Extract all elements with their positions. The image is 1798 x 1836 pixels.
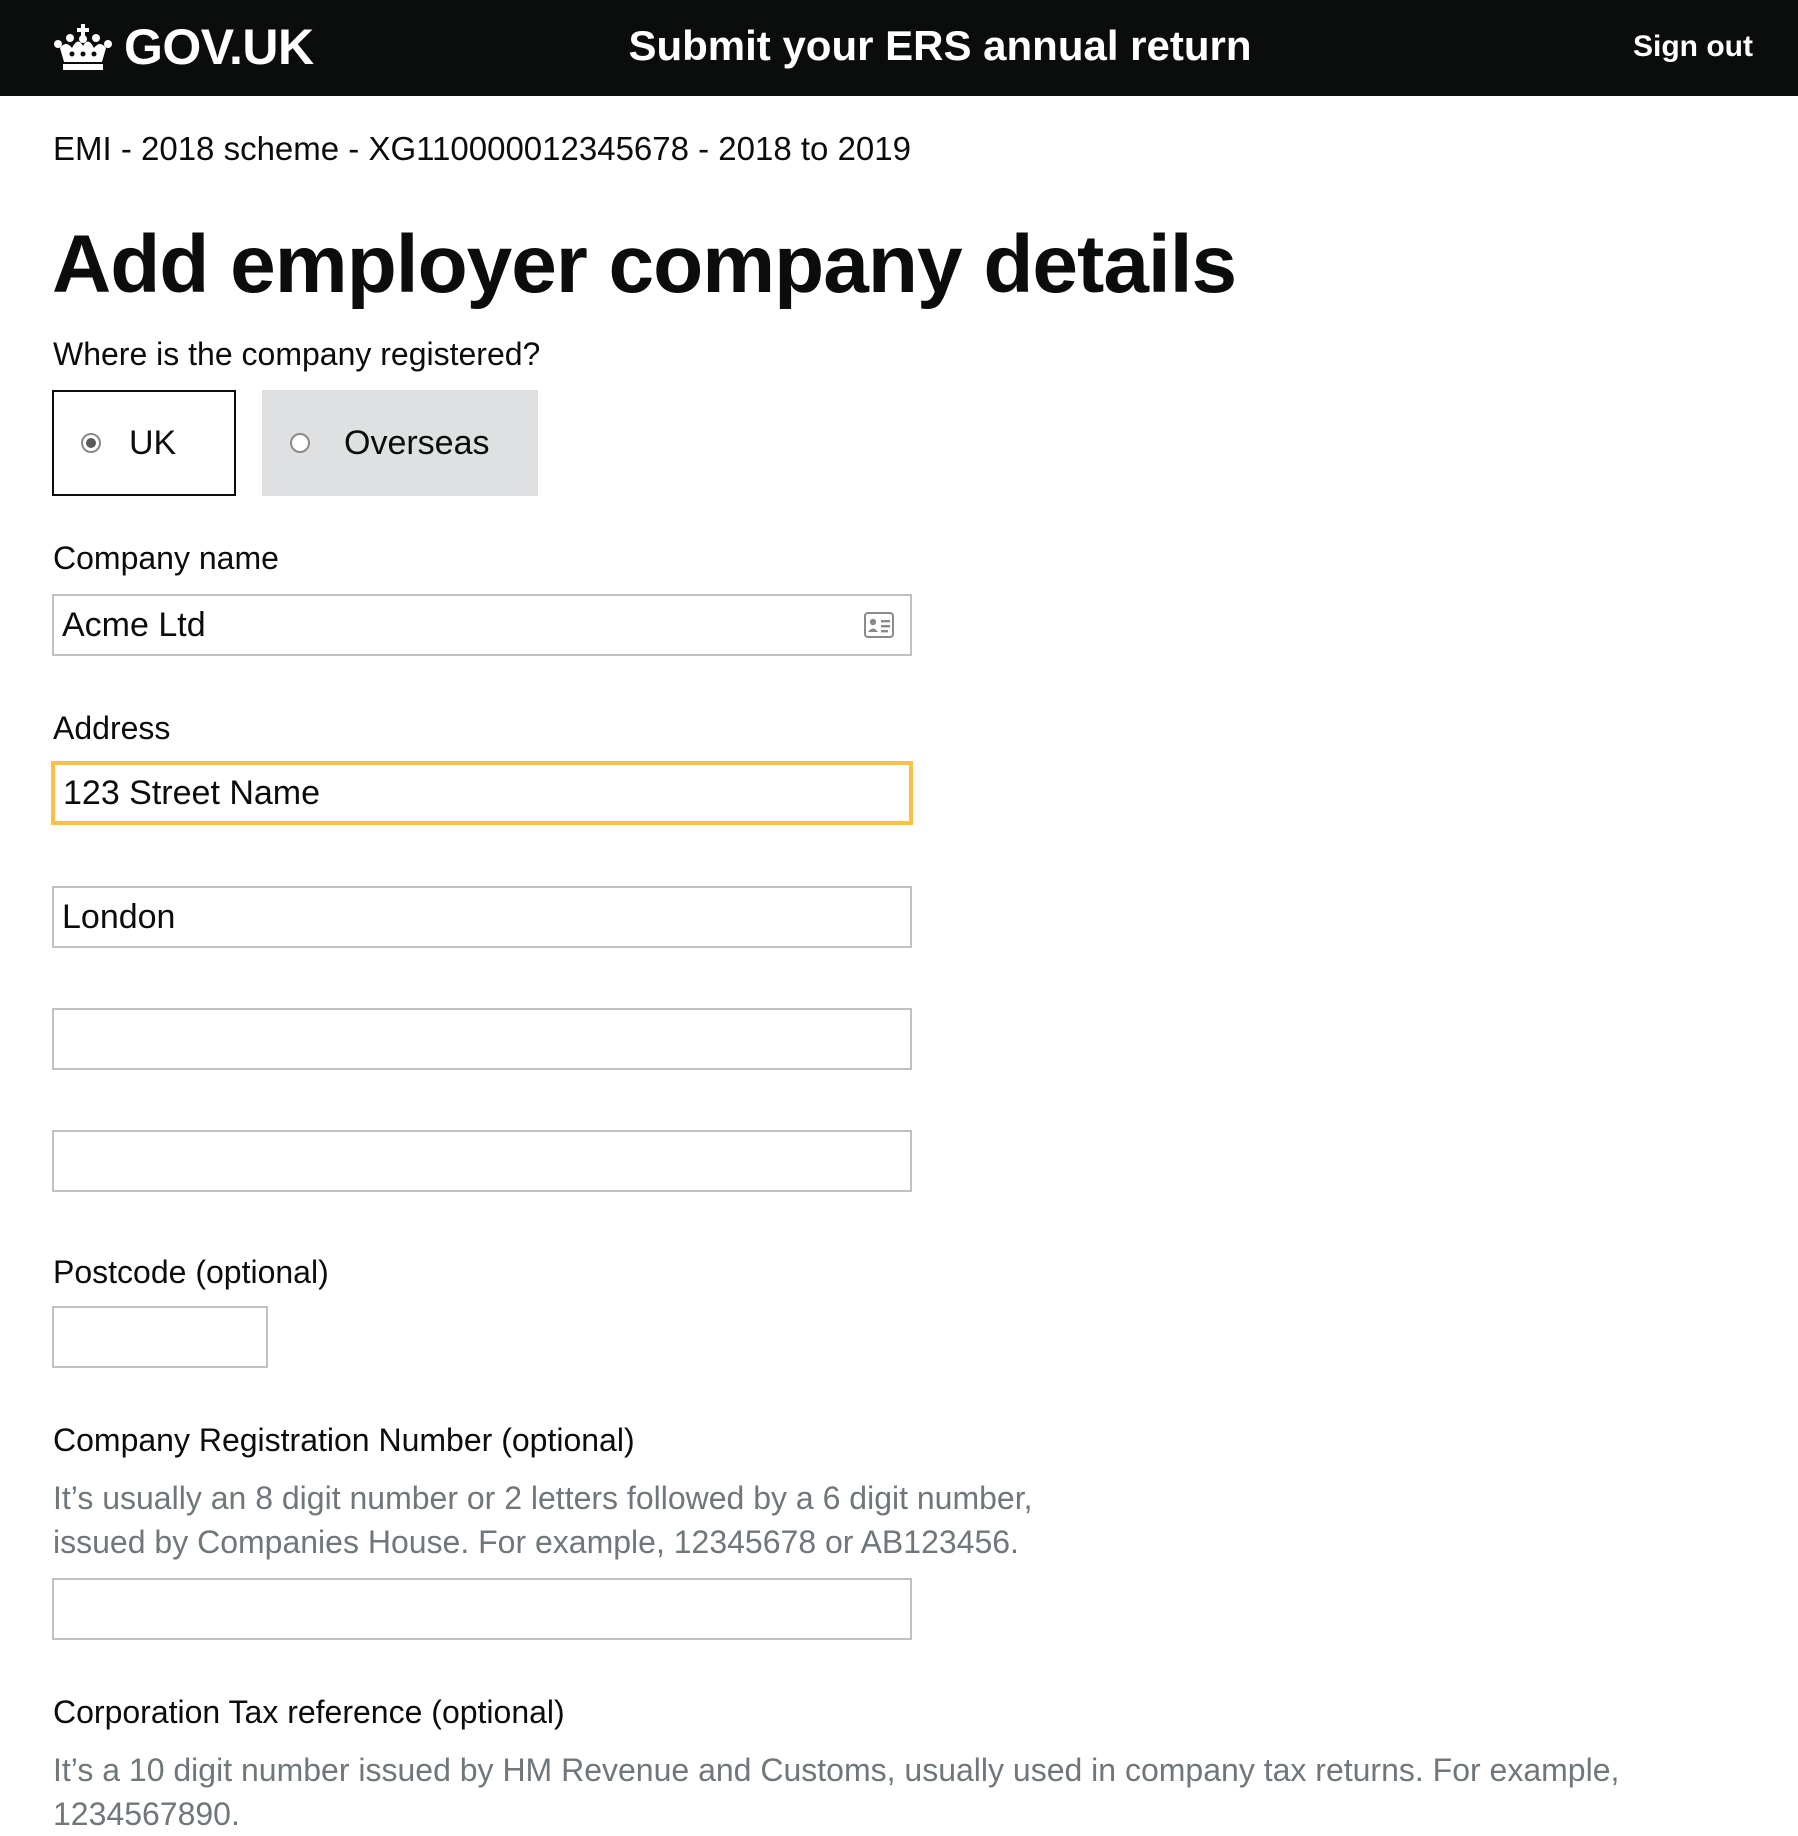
service-name[interactable]: Submit your ERS annual return [628,22,1252,69]
site-header [0,0,1798,96]
ctr-hint-line-2: 1234567890. [53,1796,240,1832]
company-name-label: Company name [53,540,279,576]
ctr-label: Corporation Tax reference (optional) [53,1694,565,1730]
radio-label-uk: UK [129,423,177,462]
postcode-input[interactable] [52,1306,268,1368]
logo-text: GOV.UK [124,19,314,75]
radio-unselected-icon[interactable] [290,433,310,453]
address-line-2-input[interactable] [52,886,912,948]
crown-icon [52,22,114,72]
crn-hint-line-1: It’s usually an 8 digit number or 2 letters followed by a 6 digit number, [53,1480,1033,1516]
crn-input[interactable] [52,1578,912,1640]
crn-label: Company Registration Number (optional) [53,1422,635,1458]
radio-option-overseas[interactable] [262,390,538,496]
address-label: Address [53,710,171,746]
radio-option-uk[interactable] [52,390,236,496]
govuk-logo-link[interactable] [52,18,314,76]
registration-question: Where is the company registered? [53,336,541,372]
sign-out-link[interactable]: Sign out [1633,30,1753,63]
contact-card-icon[interactable] [864,612,894,638]
radio-label-overseas: Overseas [344,423,490,462]
address-line-3-input[interactable] [52,1008,912,1070]
postcode-label: Postcode (optional) [53,1254,329,1290]
address-line-4-input[interactable] [52,1130,912,1192]
scheme-caption: EMI - 2018 scheme - XG110000012345678 - 2018 to 2019 [53,130,911,167]
radio-selected-icon[interactable] [81,433,101,453]
page-title: Add employer company details [52,219,1237,310]
crn-hint-line-2: issued by Companies House. For example, 12345678 or AB123456. [53,1524,1019,1560]
ctr-hint-line-1: It’s a 10 digit number issued by HM Revenue and Customs, usually used in company tax returns. For example, [53,1752,1620,1788]
address-line-1-input[interactable] [52,762,912,824]
company-name-input[interactable] [52,594,912,656]
